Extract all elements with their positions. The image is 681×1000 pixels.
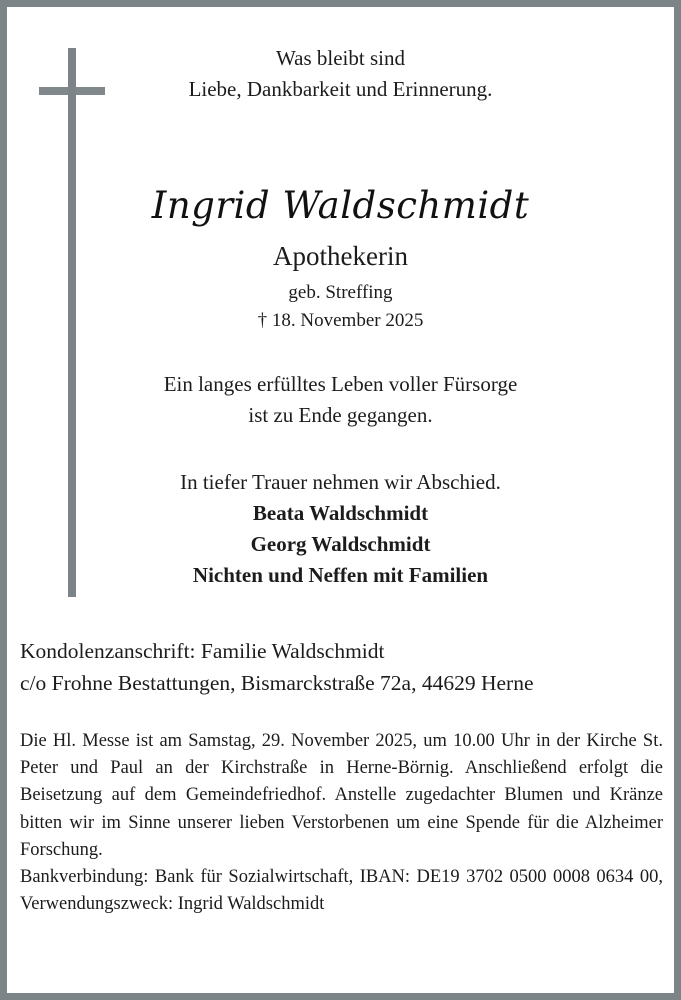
deceased-profession: Apothekerin [273, 241, 408, 271]
deceased-name: Ingrid Waldschmidt [151, 184, 530, 227]
condolence-address-line-2: c/o Frohne Bestattungen, Bismarckstraße 72a, 44629 Herne [20, 671, 534, 695]
farewell-line-2: ist zu Ende gegangen. [248, 403, 433, 427]
farewell-text [7, 369, 674, 431]
birth-name: geb. Streffing [288, 282, 393, 303]
motto-line-2: Liebe, Dankbarkeit und Erinnerung. [188, 77, 493, 101]
obituary-card [7, 7, 674, 993]
bank-details: Bankverbindung: Bank für Sozialwirtschaft, IBAN: DE19 3702 0500 0008 0634 00, Verwendungszweck: Ingrid Waldschmidt [20, 867, 663, 915]
motto-line-1: Was bleibt sind [276, 46, 405, 70]
mourner-name: Beata Waldschmidt [252, 501, 429, 525]
condolence-address [20, 635, 533, 699]
service-details: Die Hl. Messe ist am Samstag, 29. November 2025, um 10.00 Uhr in der Kirche St. Peter und Paul an der Kirchstraße in Herne-Börnig. Anschließend erfolgt die Beisetzung auf dem Gemeindefriedhof. Anstelle zugedachter Blumen und Kränze bitten wir im Sinne unserer lieben Verstorbenen um eine Spende für die Alzheimer Forschung. [20, 731, 663, 860]
death-date: † 18. November 2025 [257, 310, 424, 331]
farewell-line-1: Ein langes erfülltes Leben voller Fürsorge [163, 372, 518, 396]
mourners-intro: In tiefer Trauer nehmen wir Abschied. [180, 470, 501, 494]
funeral-notice [20, 728, 663, 918]
motto [7, 43, 674, 105]
condolence-address-line-1: Kondolenzanschrift: Familie Waldschmidt [20, 639, 385, 663]
mourner-name: Georg Waldschmidt [250, 532, 431, 556]
mourner-name: Nichten und Neffen mit Familien [192, 563, 489, 587]
